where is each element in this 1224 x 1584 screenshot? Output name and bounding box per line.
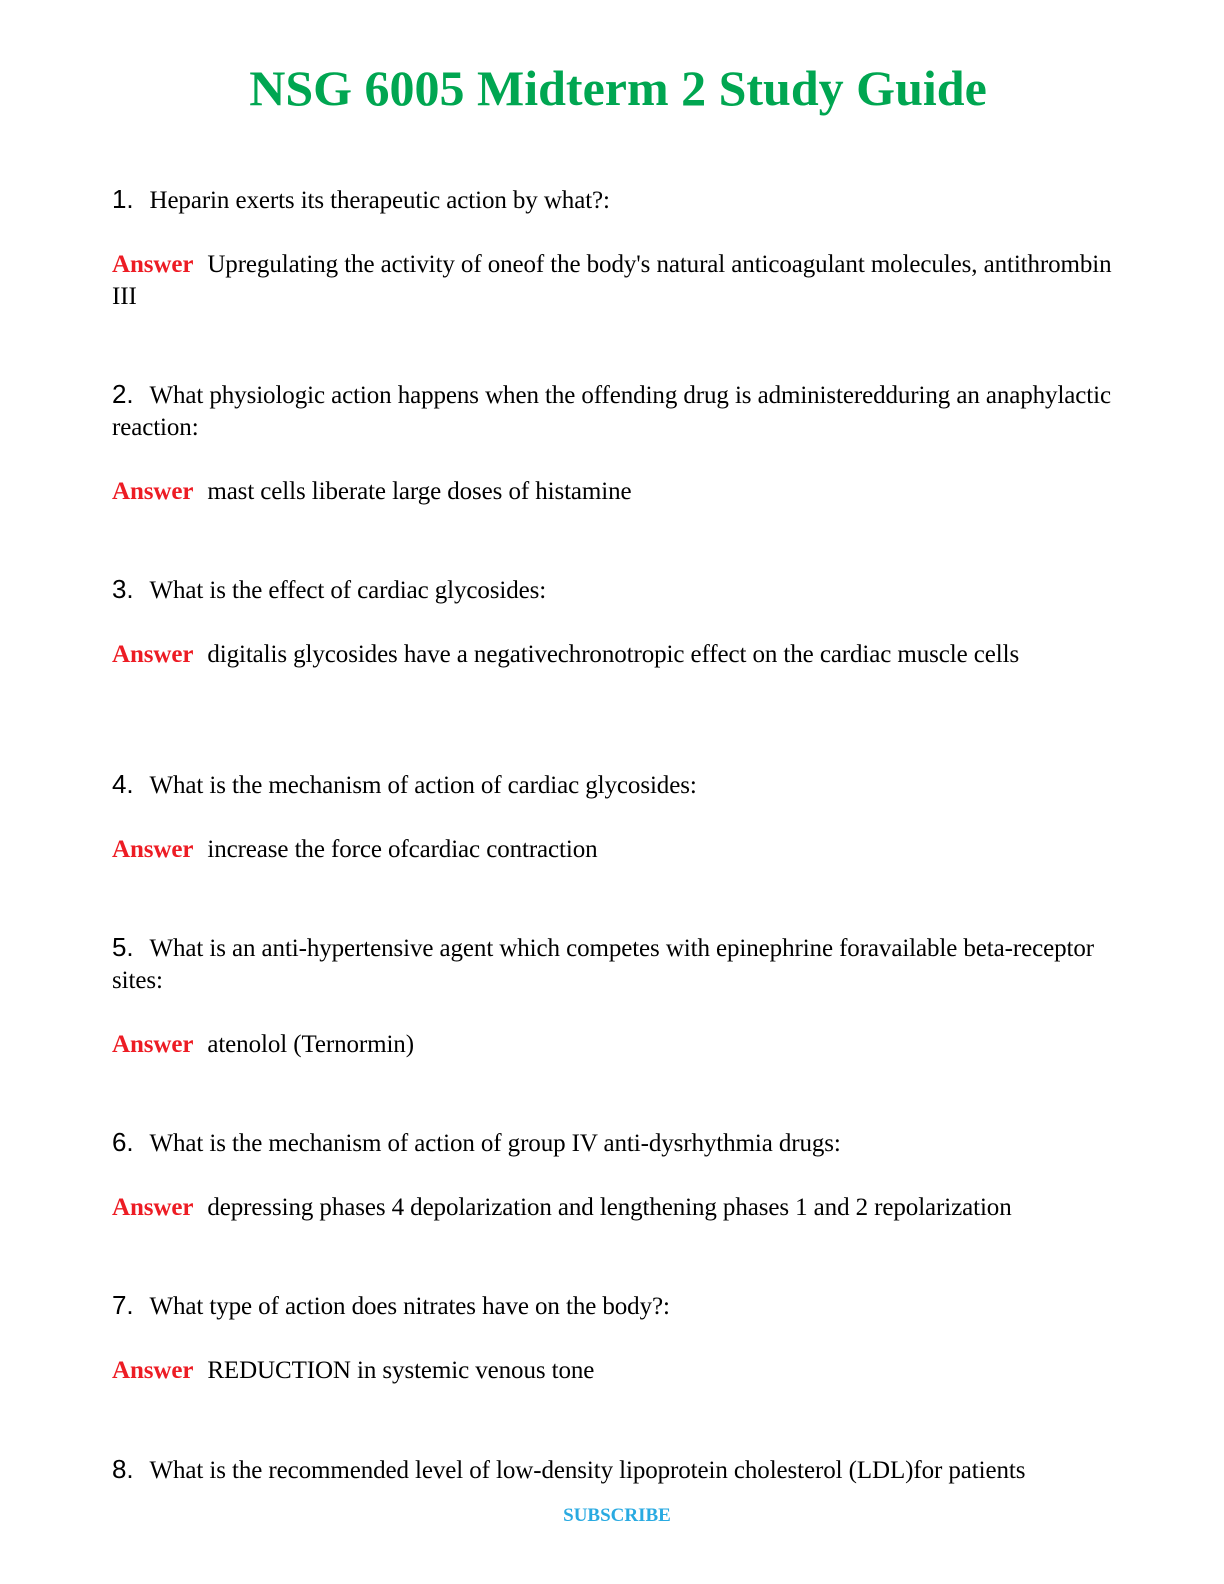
- answer-label: Answer: [112, 1031, 194, 1058]
- question-text: Heparin exerts its therapeutic action by what?:: [149, 187, 610, 214]
- answer-1: [112, 249, 1132, 313]
- answer-4: [112, 834, 1132, 866]
- answer-text: digitalis glycosides have a negativechronotropic effect on the cardiac muscle cells: [207, 641, 1020, 668]
- question-3: [112, 573, 1132, 607]
- answer-text: depressing phases 4 depolarization and lengthening phases 1 and 2 repolarization: [207, 1194, 1012, 1221]
- answer-label: Answer: [112, 641, 194, 668]
- answer-label: Answer: [112, 1357, 194, 1384]
- answer-2: [112, 476, 1132, 508]
- question-text: What type of action does nitrates have on the body?:: [149, 1293, 670, 1320]
- answer-label: Answer: [112, 478, 194, 505]
- qa-item-4: [112, 768, 1132, 866]
- qa-item-6: [112, 1126, 1132, 1224]
- question-6: [112, 1126, 1132, 1160]
- question-number: 6.: [112, 1127, 134, 1157]
- question-4: [112, 768, 1132, 802]
- question-number: 3.: [112, 574, 134, 604]
- qa-item-3: [112, 573, 1132, 671]
- answer-5: [112, 1029, 1132, 1061]
- answer-label: Answer: [112, 1194, 194, 1221]
- question-number: 2.: [112, 379, 134, 409]
- question-text: What is the effect of cardiac glycosides:: [149, 577, 547, 604]
- question-text: What is an anti-hypertensive agent which competes with epinephrine foravailable beta-receptor sites:: [112, 935, 1094, 994]
- answer-text: Upregulating the activity of oneof the body's natural anticoagulant molecules, antithrombin III: [112, 251, 1112, 310]
- question-number: 8.: [112, 1454, 134, 1484]
- answer-7: [112, 1355, 1132, 1387]
- question-text: What is the mechanism of action of cardiac glycosides:: [149, 772, 697, 799]
- question-number: 1.: [112, 184, 134, 214]
- question-number: 4.: [112, 769, 134, 799]
- qa-item-8: [112, 1453, 1132, 1487]
- answer-label: Answer: [112, 836, 194, 863]
- question-7: [112, 1289, 1132, 1323]
- qa-item-1: [112, 183, 1132, 313]
- question-1: [112, 183, 1132, 217]
- question-text: What is the mechanism of action of group IV anti-dysrhythmia drugs:: [149, 1130, 841, 1157]
- question-2: [112, 378, 1132, 444]
- question-8: [112, 1453, 1132, 1487]
- answer-text: increase the force ofcardiac contraction: [207, 836, 598, 863]
- qa-item-5: [112, 931, 1132, 1061]
- page-title: NSG 6005 Midterm 2 Study Guide: [249, 60, 987, 116]
- answer-text: mast cells liberate large doses of histamine: [207, 478, 632, 505]
- question-text: What physiologic action happens when the offending drug is administeredduring an anaphylactic reaction:: [112, 382, 1111, 441]
- question-5: [112, 931, 1132, 997]
- answer-label: Answer: [112, 251, 194, 278]
- answer-text: REDUCTION in systemic venous tone: [207, 1357, 595, 1384]
- answer-3: [112, 639, 1132, 671]
- qa-item-2: [112, 378, 1132, 508]
- subscribe-link[interactable]: SUBSCRIBE: [563, 1505, 671, 1526]
- question-number: 7.: [112, 1290, 134, 1320]
- question-text: What is the recommended level of low-density lipoprotein cholesterol (LDL)for patients: [149, 1457, 1026, 1484]
- answer-text: atenolol (Ternormin): [207, 1031, 414, 1058]
- qa-item-7: [112, 1289, 1132, 1387]
- answer-6: [112, 1192, 1132, 1224]
- question-number: 5.: [112, 932, 134, 962]
